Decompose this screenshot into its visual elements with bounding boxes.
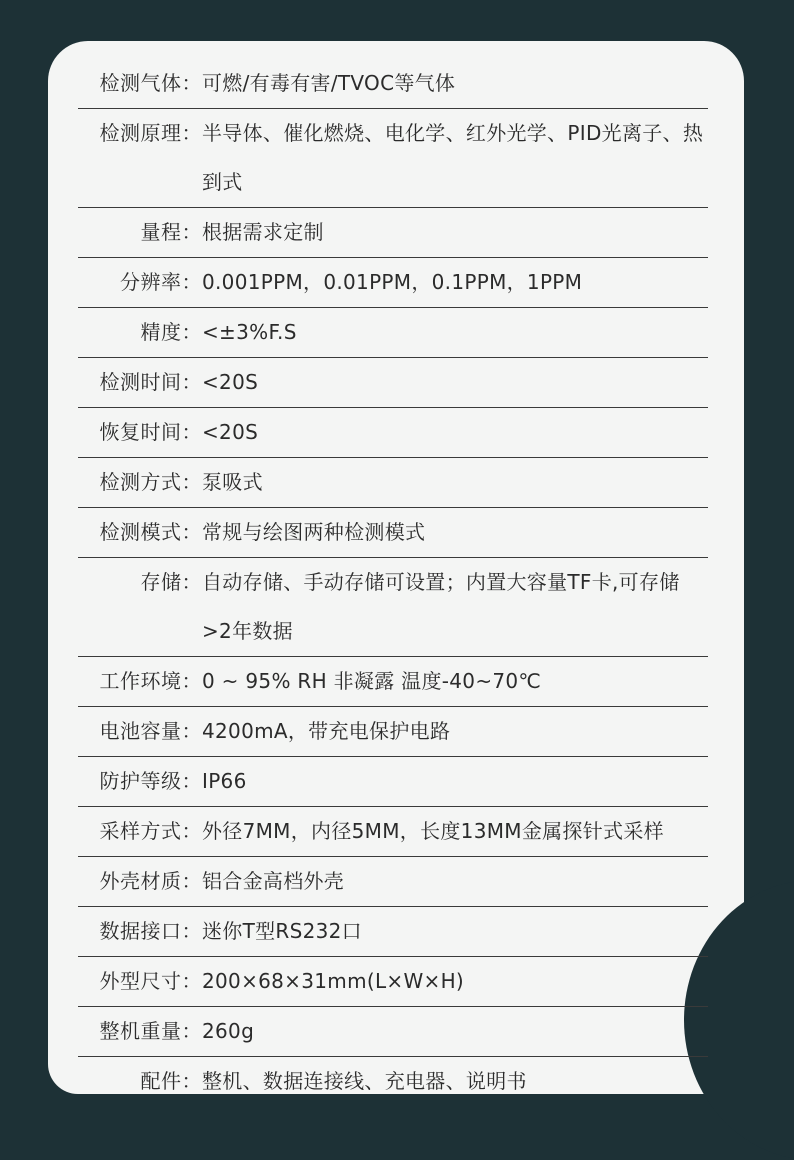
spec-row-protection (78, 757, 708, 807)
spec-row-detect-method (78, 458, 708, 508)
spec-table (78, 59, 708, 1106)
spec-value: 整机、数据连接线、充电器、说明书 (202, 1069, 527, 1093)
spec-label: 采样方式： (99, 819, 202, 843)
spec-row-sampling (78, 807, 708, 857)
spec-label: 检测原理： (99, 121, 202, 145)
spec-value: 0.001PPM，0.01PPM，0.1PPM，1PPM (202, 270, 583, 294)
spec-label: 电池容量： (99, 719, 202, 743)
spec-value: 根据需求定制 (202, 220, 324, 244)
spec-label: 检测方式： (99, 470, 202, 494)
spec-label: 恢复时间： (99, 420, 202, 444)
spec-row-gas (78, 59, 708, 109)
spec-row-weight (78, 1007, 708, 1057)
spec-row-range (78, 208, 708, 258)
spec-row-recovery-time (78, 408, 708, 458)
spec-value: <20S (202, 370, 259, 394)
spec-label: 工作环境： (99, 669, 202, 693)
spec-row-detect-mode (78, 508, 708, 558)
spec-value: 0 ~ 95% RH 非凝露 温度-40~70℃ (202, 669, 542, 693)
spec-value: 200×68×31mm(L×W×H) (202, 969, 465, 993)
spec-row-storage (78, 558, 708, 657)
spec-label: 外型尺寸： (99, 969, 202, 993)
spec-row-accuracy (78, 308, 708, 358)
spec-label: 数据接口： (99, 919, 202, 943)
spec-value: <±3%F.S (202, 320, 297, 344)
spec-label: 配件： (140, 1069, 202, 1093)
spec-value: 可燃/有毒有害/TVOC等气体 (202, 71, 456, 95)
spec-value: 半导体、催化燃烧、电化学、红外光学、PID光离子、热到式 (202, 121, 704, 194)
spec-value: 泵吸式 (202, 470, 263, 494)
spec-row-resolution (78, 258, 708, 308)
spec-row-environment (78, 657, 708, 707)
spec-label: 存储： (140, 570, 202, 594)
spec-value: <20S (202, 420, 259, 444)
spec-label: 防护等级： (99, 769, 202, 793)
spec-label: 分辨率： (120, 270, 202, 294)
spec-row-battery (78, 707, 708, 757)
spec-value: 铝合金高档外壳 (202, 869, 345, 893)
spec-value: 常规与绘图两种检测模式 (202, 520, 426, 544)
spec-label: 精度： (140, 320, 202, 344)
spec-row-interface (78, 907, 708, 957)
spec-value: 4200mA，带充电保护电路 (202, 719, 451, 743)
spec-value: 260g (202, 1019, 255, 1043)
spec-label: 检测气体： (99, 71, 202, 95)
spec-label: 检测模式： (99, 520, 202, 544)
spec-row-accessories (78, 1057, 708, 1106)
spec-value: 迷你T型RS232口 (202, 919, 362, 943)
spec-value: IP66 (202, 769, 247, 793)
spec-value: 自动存储、手动存储可设置；内置大容量TF卡,可存储>2年数据 (202, 570, 680, 643)
spec-label: 检测时间： (99, 370, 202, 394)
spec-value: 外径7MM，内径5MM，长度13MM金属探针式采样 (202, 819, 664, 843)
spec-row-principle (78, 109, 708, 208)
spec-row-dimensions (78, 957, 708, 1007)
spec-row-detect-time (78, 358, 708, 408)
spec-label: 外壳材质： (99, 869, 202, 893)
spec-label: 整机重量： (99, 1019, 202, 1043)
spec-label: 量程： (140, 220, 202, 244)
spec-row-housing (78, 857, 708, 907)
